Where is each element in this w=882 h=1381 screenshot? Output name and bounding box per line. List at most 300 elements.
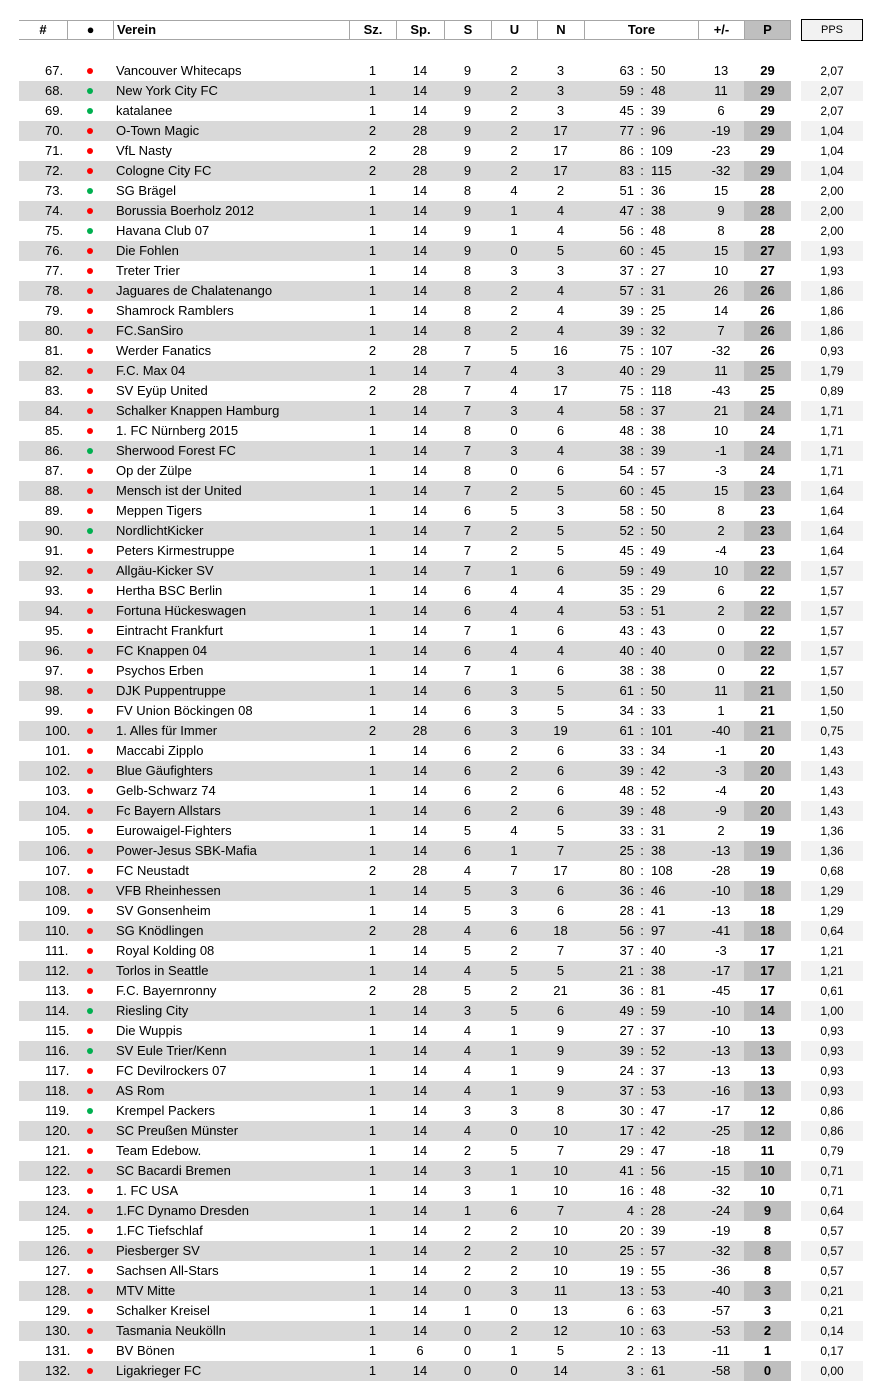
goals-for-cell: 39 (619, 303, 634, 318)
table-row[interactable] (19, 1021, 863, 1041)
header-seasons[interactable]: Sz. (349, 21, 396, 39)
status-dot-icon (87, 1028, 93, 1034)
club-name[interactable]: Royal Kolding 08 (116, 943, 215, 958)
table-row[interactable] (19, 901, 863, 921)
table-row[interactable] (19, 361, 863, 381)
goals-against-cell: 50 (651, 503, 666, 518)
goals-against-cell: 37 (651, 1023, 666, 1038)
goals-against-cell: 41 (651, 903, 666, 918)
club-name[interactable]: Eurowaigel-Fighters (116, 823, 232, 838)
diff-cell: 10 (713, 423, 729, 438)
status-cell (67, 541, 113, 561)
points-cell: 23 (760, 543, 775, 558)
club-name[interactable]: Die Wuppis (116, 1023, 183, 1038)
club-name[interactable]: 1. FC Nürnberg 2015 (116, 423, 239, 438)
table-row[interactable] (19, 1181, 863, 1201)
points-cell: 10 (760, 1183, 775, 1198)
seasons-cell: 1 (368, 283, 377, 298)
table-row[interactable] (19, 701, 863, 721)
header-losses[interactable]: N (537, 21, 584, 39)
seasons-cell: 1 (368, 423, 377, 438)
wins-cell: 6 (463, 503, 472, 518)
club-name[interactable]: DJK Puppentruppe (116, 683, 226, 698)
goals-separator: : (640, 163, 644, 178)
played-cell: 14 (412, 63, 428, 78)
pps-cell: 0,75 (801, 721, 863, 741)
header-draws[interactable]: U (491, 21, 537, 39)
table-row[interactable] (19, 1201, 863, 1221)
goals-separator: : (640, 943, 644, 958)
status-dot-icon (87, 268, 93, 274)
points-cell: 29 (744, 81, 791, 101)
table-row[interactable] (19, 441, 863, 461)
pps-cell: 1,29 (820, 904, 844, 918)
wins-cell: 5 (463, 823, 472, 838)
club-name[interactable]: FC Knappen 04 (116, 643, 208, 658)
pps-cell: 1,21 (801, 961, 863, 981)
goals-against-cell: 101 (651, 723, 673, 738)
table-row[interactable] (19, 101, 863, 121)
losses-cell: 5 (556, 683, 565, 698)
club-name[interactable]: Sherwood Forest FC (116, 443, 236, 458)
diff-cell: -13 (711, 903, 731, 918)
goals-for-cell: 59 (619, 563, 634, 578)
rank-cell: 74. (45, 203, 64, 218)
table-row[interactable] (19, 981, 863, 1001)
played-cell: 14 (412, 363, 428, 378)
points-cell: 8 (744, 1241, 791, 1261)
club-name[interactable]: Gelb-Schwarz 74 (116, 783, 216, 798)
club-name[interactable]: 1.FC Tiefschlaf (116, 1223, 203, 1238)
table-row[interactable] (19, 1341, 863, 1361)
club-name[interactable]: VfL Nasty (116, 143, 172, 158)
goals-separator: : (640, 743, 644, 758)
table-row[interactable] (19, 641, 863, 661)
club-name[interactable]: Maccabi Zipplo (116, 743, 204, 758)
wins-cell: 4 (463, 1023, 472, 1038)
goals-against-cell: 29 (651, 583, 666, 598)
status-dot-icon (87, 148, 93, 154)
table-row[interactable] (19, 201, 863, 221)
rank-cell: 114. (45, 1003, 70, 1018)
diff-cell: 10 (713, 563, 729, 578)
table-row[interactable] (19, 661, 863, 681)
diff-cell: -17 (711, 963, 731, 978)
points-cell: 24 (744, 401, 791, 421)
wins-cell: 9 (463, 103, 472, 118)
goals-for-cell: 83 (619, 163, 634, 178)
status-cell (67, 861, 113, 881)
table-row[interactable] (19, 301, 863, 321)
table-row[interactable] (19, 481, 863, 501)
seasons-cell: 1 (368, 483, 377, 498)
club-name[interactable]: Borussia Boerholz 2012 (116, 203, 255, 218)
rank-cell: 95. (45, 623, 64, 638)
table-row[interactable] (19, 801, 863, 821)
rank-cell: 109. (45, 903, 71, 918)
header-pps[interactable]: PPS (801, 19, 863, 41)
played-cell: 14 (412, 223, 428, 238)
goals-for-cell: 47 (619, 203, 634, 218)
club-name[interactable]: Psychos Erben (116, 663, 204, 678)
club-name[interactable]: F.C. Max 04 (116, 363, 186, 378)
status-cell (67, 1121, 113, 1141)
table-row[interactable] (19, 1321, 863, 1341)
rank-cell: 106. (45, 843, 71, 858)
table-row[interactable] (19, 1061, 863, 1081)
rank-cell: 124. (45, 1203, 71, 1218)
status-dot-icon (87, 568, 93, 574)
rank-cell: 96. (45, 643, 64, 658)
club-name[interactable]: Torlos in Seattle (116, 963, 209, 978)
table-row[interactable] (19, 501, 863, 521)
pps-cell: 1,79 (801, 361, 863, 381)
table-row[interactable] (19, 281, 863, 301)
club-name[interactable]: Meppen Tigers (116, 503, 202, 518)
played-cell: 14 (412, 683, 428, 698)
table-row[interactable] (19, 241, 863, 261)
table-row[interactable] (19, 861, 863, 881)
goals-separator: : (640, 123, 644, 138)
played-cell: 14 (412, 1083, 428, 1098)
header-points[interactable]: P (744, 21, 791, 39)
club-name[interactable]: Fc Bayern Allstars (116, 803, 221, 818)
goals-separator: : (640, 1103, 644, 1118)
table-row[interactable] (19, 161, 863, 181)
club-name[interactable]: FC Neustadt (116, 863, 189, 878)
club-name[interactable]: SV Gonsenheim (116, 903, 211, 918)
header-rank[interactable]: # (39, 22, 47, 37)
club-name[interactable]: AS Rom (116, 1083, 165, 1098)
seasons-cell: 1 (368, 1203, 377, 1218)
club-name[interactable]: Krempel Packers (116, 1103, 215, 1118)
wins-cell: 7 (463, 383, 472, 398)
club-name[interactable]: Eintracht Frankfurt (116, 623, 223, 638)
goals-against-cell: 42 (651, 763, 666, 778)
club-name[interactable]: SV Eyüp United (116, 383, 208, 398)
pps-cell: 0,61 (820, 984, 844, 998)
goals-for-cell: 2 (626, 1343, 634, 1358)
draws-cell: 1 (510, 1183, 518, 1198)
diff-cell: -1 (715, 743, 727, 758)
points-cell: 14 (744, 1001, 791, 1021)
pps-cell: 0,57 (801, 1241, 863, 1261)
goals-separator: : (640, 323, 644, 338)
club-name[interactable]: FC Devilrockers 07 (116, 1063, 227, 1078)
status-cell (67, 381, 113, 401)
pps-cell: 0,93 (820, 1024, 844, 1038)
header-diff[interactable]: +/- (698, 21, 744, 39)
status-cell (67, 1241, 113, 1261)
club-name[interactable]: 1.FC Dynamo Dresden (116, 1203, 249, 1218)
club-name[interactable]: Vancouver Whitecaps (116, 63, 242, 78)
losses-cell: 4 (556, 403, 565, 418)
club-name[interactable]: F.C. Bayernronny (116, 983, 217, 998)
table-row[interactable] (19, 1261, 863, 1281)
header-played[interactable]: Sp. (396, 21, 444, 39)
table-row[interactable] (19, 261, 863, 281)
table-row[interactable] (19, 621, 863, 641)
table-row[interactable] (19, 421, 863, 441)
table-row[interactable] (19, 541, 863, 561)
goals-separator: : (640, 223, 644, 238)
status-cell (67, 241, 113, 261)
goals-separator: : (640, 263, 644, 278)
wins-cell: 9 (463, 223, 472, 238)
club-name[interactable]: SC Preußen Münster (116, 1123, 239, 1138)
draws-cell: 3 (510, 683, 518, 698)
pps-cell: 1,04 (820, 144, 844, 158)
table-row[interactable] (19, 1141, 863, 1161)
goals-for-cell: 39 (619, 803, 634, 818)
rank-cell: 121. (45, 1143, 71, 1158)
losses-cell: 21 (553, 983, 568, 998)
table-row[interactable] (19, 1121, 863, 1141)
club-name[interactable]: Piesberger SV (116, 1243, 200, 1258)
wins-cell: 4 (463, 923, 472, 938)
table-row[interactable] (19, 1241, 863, 1261)
goals-against-cell: 118 (651, 383, 672, 398)
table-row[interactable] (19, 581, 863, 601)
club-name[interactable]: FC.SanSiro (116, 323, 184, 338)
points-cell: 22 (760, 663, 775, 678)
table-row[interactable] (19, 741, 863, 761)
rank-cell: 113. (45, 983, 70, 998)
club-name[interactable]: Ligakrieger FC (116, 1363, 202, 1378)
header-club[interactable]: Verein (113, 21, 349, 39)
table-row[interactable] (19, 781, 863, 801)
goals-for-cell: 30 (619, 1103, 634, 1118)
table-row[interactable] (19, 1081, 863, 1101)
club-name[interactable]: Jaguares de Chalatenango (116, 283, 273, 298)
goals-against-cell: 47 (651, 1143, 666, 1158)
club-name[interactable]: Hertha BSC Berlin (116, 583, 223, 598)
club-name[interactable]: SG Knödlingen (116, 923, 204, 938)
goals-for-cell: 48 (619, 423, 634, 438)
points-cell: 13 (760, 1063, 775, 1078)
table-row[interactable] (19, 1361, 863, 1381)
rank-cell: 123. (45, 1183, 71, 1198)
rank-cell: 79. (45, 303, 64, 318)
goals-separator: : (640, 303, 644, 318)
status-dot-icon (87, 1268, 93, 1274)
club-name[interactable]: Peters Kirmestruppe (116, 543, 235, 558)
club-name[interactable]: Treter Trier (116, 263, 180, 278)
club-name[interactable]: Die Fohlen (116, 243, 179, 258)
table-row[interactable] (19, 561, 863, 581)
status-dot-icon (87, 468, 93, 474)
draws-cell: 2 (510, 103, 518, 118)
status-cell (67, 961, 113, 981)
goals-separator: : (640, 483, 644, 498)
status-cell (67, 581, 113, 601)
table-row[interactable] (19, 401, 863, 421)
diff-cell: 2 (717, 603, 725, 618)
club-name[interactable]: Tasmania Neukölln (116, 1323, 226, 1338)
club-name[interactable]: NordlichtKicker (116, 523, 204, 538)
losses-cell: 11 (553, 1283, 568, 1298)
played-cell: 14 (412, 1163, 428, 1178)
pps-cell: 1,71 (801, 441, 863, 461)
club-name[interactable]: SC Bacardi Bremen (116, 1163, 231, 1178)
status-dot-icon (87, 828, 93, 834)
seasons-cell: 2 (368, 143, 377, 158)
status-dot-icon (87, 428, 93, 434)
diff-cell: -3 (715, 943, 727, 958)
goals-against-cell: 51 (651, 603, 666, 618)
points-cell: 22 (760, 623, 775, 638)
table-row[interactable] (19, 1161, 863, 1181)
losses-cell: 17 (553, 123, 568, 138)
played-cell: 14 (412, 1063, 428, 1078)
table-row[interactable] (19, 841, 863, 861)
goals-separator: : (640, 723, 644, 738)
table-row[interactable] (19, 721, 863, 741)
status-dot-icon (87, 1008, 93, 1014)
table-row[interactable] (19, 1101, 863, 1121)
goals-separator: : (640, 863, 644, 878)
table-row[interactable] (19, 341, 863, 361)
club-name[interactable]: SV Eule Trier/Kenn (116, 1043, 227, 1058)
draws-cell: 0 (510, 423, 518, 438)
goals-for-cell: 27 (619, 1023, 634, 1038)
status-cell (67, 661, 113, 681)
status-dot-icon (87, 908, 93, 914)
club-name[interactable]: Cologne City FC (116, 163, 212, 178)
table-row[interactable] (19, 1041, 863, 1061)
club-name[interactable]: 1. Alles für Immer (116, 723, 218, 738)
table-row[interactable] (19, 1281, 863, 1301)
seasons-cell: 1 (368, 903, 377, 918)
club-name[interactable]: Fortuna Hückeswagen (116, 603, 247, 618)
club-name[interactable]: SG Brägel (116, 183, 176, 198)
table-row[interactable] (19, 821, 863, 841)
table-row[interactable] (19, 461, 863, 481)
played-cell: 14 (412, 303, 428, 318)
club-name[interactable]: BV Bönen (116, 1343, 175, 1358)
club-name[interactable]: Havana Club 07 (116, 223, 210, 238)
table-row[interactable] (19, 941, 863, 961)
pps-cell: 2,00 (820, 184, 844, 198)
club-name[interactable]: Power-Jesus SBK-Mafia (116, 843, 257, 858)
points-cell: 12 (760, 1103, 775, 1118)
club-name[interactable]: Sachsen All-Stars (116, 1263, 219, 1278)
pps-cell: 1,04 (801, 121, 863, 141)
played-cell: 14 (412, 1103, 428, 1118)
goals-for-cell: 75 (619, 383, 634, 398)
played-cell: 28 (412, 983, 428, 998)
club-name[interactable]: Schalker Knappen Hamburg (116, 403, 280, 418)
rank-cell: 125. (45, 1223, 71, 1238)
table-row[interactable] (19, 1001, 863, 1021)
club-name[interactable]: Op der Zülpe (116, 463, 192, 478)
club-name[interactable]: 1. FC USA (116, 1183, 179, 1198)
seasons-cell: 1 (368, 1103, 377, 1118)
header-goals[interactable]: Tore (584, 21, 698, 39)
goals-against-cell: 28 (651, 1203, 666, 1218)
club-name[interactable]: Allgäu-Kicker SV (116, 563, 214, 578)
draws-cell: 0 (510, 1363, 518, 1378)
goals-against-cell: 47 (651, 1103, 666, 1118)
table-row[interactable] (19, 381, 863, 401)
losses-cell: 10 (553, 1263, 568, 1278)
draws-cell: 2 (510, 83, 518, 98)
wins-cell: 6 (463, 743, 472, 758)
goals-separator: : (640, 383, 644, 398)
club-name[interactable]: Blue Gäufighters (116, 763, 213, 778)
goals-for-cell: 63 (619, 63, 634, 78)
status-cell (67, 221, 113, 241)
club-name[interactable]: New York City FC (116, 83, 218, 98)
played-cell: 14 (412, 1243, 428, 1258)
table-row[interactable] (19, 921, 863, 941)
diff-cell: -13 (711, 1043, 731, 1058)
club-name[interactable]: Schalker Kreisel (116, 1303, 210, 1318)
status-dot-icon (87, 1088, 93, 1094)
table-row[interactable] (19, 221, 863, 241)
club-name[interactable]: Riesling City (116, 1003, 189, 1018)
draws-cell: 3 (510, 403, 518, 418)
played-cell: 14 (412, 603, 428, 618)
table-row[interactable] (19, 881, 863, 901)
table-row[interactable] (19, 141, 863, 161)
header-status[interactable]: ● (67, 21, 113, 39)
goals-for-cell: 49 (619, 1003, 634, 1018)
draws-cell: 2 (510, 1243, 518, 1258)
table-row[interactable] (19, 601, 863, 621)
table-row[interactable] (19, 321, 863, 341)
table-row[interactable] (19, 681, 863, 701)
club-name[interactable]: katalanee (116, 103, 173, 118)
goals-against-cell: 39 (651, 443, 666, 458)
status-dot-icon (87, 288, 93, 294)
table-row[interactable] (19, 761, 863, 781)
seasons-cell: 1 (368, 323, 377, 338)
table-header (19, 20, 791, 40)
club-name[interactable]: O-Town Magic (116, 123, 200, 138)
rank-cell: 105. (45, 823, 71, 838)
played-cell: 14 (412, 903, 428, 918)
club-name[interactable]: Mensch ist der United (116, 483, 242, 498)
club-name[interactable]: Team Edebow. (116, 1143, 202, 1158)
pps-cell: 1,64 (820, 504, 844, 518)
header-wins[interactable]: S (444, 21, 491, 39)
goals-against-cell: 31 (651, 283, 666, 298)
table-row[interactable] (19, 1301, 863, 1321)
diff-cell: -32 (711, 163, 731, 178)
table-row[interactable] (19, 121, 863, 141)
club-name[interactable]: FV Union Böckingen 08 (116, 703, 253, 718)
club-name[interactable]: MTV Mitte (116, 1283, 176, 1298)
played-cell: 14 (412, 543, 428, 558)
table-row[interactable] (19, 61, 863, 81)
losses-cell: 7 (556, 843, 565, 858)
table-row[interactable] (19, 1221, 863, 1241)
table-row[interactable] (19, 961, 863, 981)
status-dot-icon (87, 1308, 93, 1314)
seasons-cell: 1 (368, 763, 377, 778)
club-name[interactable]: Shamrock Ramblers (116, 303, 234, 318)
table-row[interactable] (19, 181, 863, 201)
club-name[interactable]: Werder Fanatics (116, 343, 212, 358)
played-cell: 14 (412, 1043, 428, 1058)
table-row[interactable] (19, 521, 863, 541)
seasons-cell: 1 (368, 1023, 377, 1038)
goals-for-cell: 86 (619, 143, 634, 158)
goals-against-cell: 53 (651, 1283, 666, 1298)
table-row[interactable] (19, 81, 863, 101)
club-name[interactable]: VFB Rheinhessen (116, 883, 221, 898)
